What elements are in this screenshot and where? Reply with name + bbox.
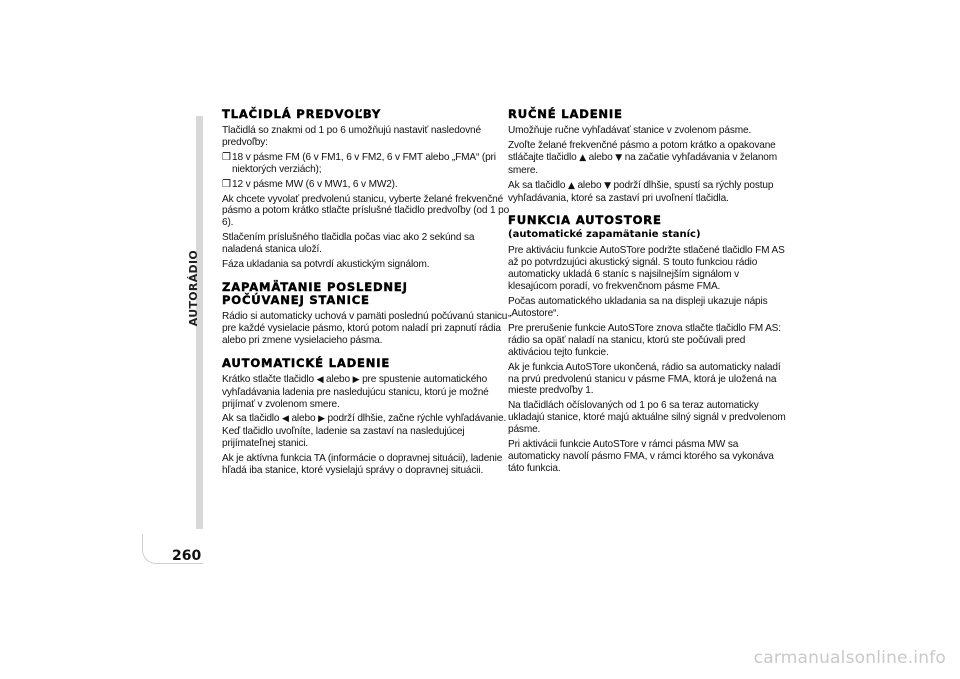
paragraph: Na tlačidlách očíslovaných od 1 po 6 sa teraz automaticky ukladajú stanice, ktoré majú aktuálne silný signál v predvolenom pásme.	[508, 400, 786, 436]
paragraph: Tlačidlá so znakmi od 1 po 6 umožňujú nastaviť nasledovné predvoľby:	[222, 125, 481, 148]
triangle-up-icon: ▲	[579, 152, 586, 163]
paragraph	[508, 180, 790, 205]
checkbox-bullet-icon: ❒	[222, 178, 231, 190]
paragraph: Pre prerušenie funkcie AutoSTore znova stlačte tlačidlo FM AS: rádio sa opäť naladí na stanicu, ktorú ste počúvali pred aktiváciou tejto funkcie.	[508, 322, 781, 358]
list-item	[222, 152, 512, 176]
paragraph: Fáza ukladania sa potvrdí akustickým signálom.	[222, 259, 430, 271]
triangle-down-icon: ▼	[615, 152, 623, 163]
paragraph: Pri aktivácii funkcie AutoSTore v rámci pásma MW sa automaticky navolí pásmo FMA, v rámci ktorého sa vykonáva táto funkcia.	[508, 439, 774, 474]
text-run: pre spustenie automatického vyhľadávania ladenia pre nasledujúcu stanicu, ktorú je možné prijímať v zvolenom smere.	[222, 373, 489, 410]
paragraph: Počas automatického ukladania sa na displeji ukazuje nápis „Autostore“.	[508, 296, 768, 319]
paragraph: Ak je funkcia AutoSTore ukončená, rádio sa automaticky naladí na prvú predvolenú stanicu v pásme FMA, ktorá je uložená na mieste predvoľby 1.	[508, 361, 781, 397]
heading-line: POČÚVANEJ STANICE	[222, 292, 370, 307]
paragraph: Ak je aktívna funkcia TA (informácie o dopravnej situácii), ladenie hľadá iba stanice, ktoré vysielajú správy o dopravnej situácii.	[222, 453, 503, 477]
page-number: 260	[172, 548, 202, 564]
right-column	[508, 108, 790, 478]
paragraph: Pre aktiváciu funkcie AutoSTore podržte stlačené tlačidlo FM AS až po potvrdzujúci akustický signál. S touto funkciou rádio automaticky ukladá 6 staníc s najsilnejším signálom v klesajúcom poradí, vo frekvenčnom pásme FMA.	[508, 245, 785, 293]
text-run: alebo	[577, 179, 602, 191]
paragraph	[222, 413, 512, 450]
paragraph: Ak chcete vyvolať predvolenú stanicu, vyberte želané frekvenčné pásmo a potom krátko stlačte príslušné tlačidlo predvoľby (od 1 po 6).	[222, 193, 510, 229]
watermark-text: carmanualsonline.info	[753, 648, 946, 668]
paragraph: Rádio si automaticky uchová v pamäti poslednú počúvanú stanicu pre každé vysielacie pásmo, ktorú potom naladí pri zapnutí rádia alebo pri zmene vysielacieho pásma.	[222, 310, 508, 346]
text-run: Ak sa tlačidlo	[222, 413, 280, 425]
triangle-up-icon: ▲	[568, 180, 575, 191]
text-run: Krátko stlačte tlačidlo	[222, 373, 314, 385]
left-column	[222, 108, 512, 480]
paragraph	[508, 140, 790, 177]
paragraph	[222, 374, 512, 411]
triangle-left-icon: ◀	[316, 374, 324, 385]
list-item-text: 12 v pásme MW (6 v MW1, 6 v MW2).	[232, 178, 398, 190]
heading-auto-tuning: AUTOMATICKÉ LADENIE	[222, 355, 391, 370]
heading-manual-tuning: RUČNÉ LADENIE	[508, 107, 623, 121]
triangle-left-icon: ◀	[282, 414, 289, 425]
triangle-right-icon: ▶	[318, 414, 325, 425]
text-run: alebo	[291, 413, 316, 425]
heading-last-station	[222, 281, 512, 307]
section-side-label: AUTORÁDIO	[187, 250, 200, 327]
text-run: Zvoľte želané frekvenčné pásmo a potom krátko a opakovane stláčajte tlačidlo	[508, 139, 776, 163]
text-run: na začatie vyhľadávania v želanom smere.	[508, 151, 777, 176]
heading-line: ZAPAMÄTANIE POSLEDNEJ	[222, 279, 408, 294]
heading-autostore: FUNKCIA AUTOSTORE	[508, 213, 662, 228]
text-run: alebo	[588, 151, 613, 163]
heading-preset-buttons: TLAČIDLÁ PREDVOĽBY	[222, 107, 382, 121]
list-item	[222, 179, 512, 191]
triangle-right-icon: ▶	[352, 374, 360, 385]
subheading-autostore: (automatické zapamätanie staníc)	[508, 229, 701, 241]
text-run: podrží dlhšie, začne rýchle vyhľadávanie. Keď tlačidlo uvoľníte, ladenie sa zastaví na nasledujúcej prijímateľnej stanici.	[222, 413, 507, 450]
triangle-down-icon: ▼	[604, 180, 611, 191]
checkbox-bullet-icon: ❒	[222, 151, 231, 163]
paragraph: Stlačením príslušného tlačidla počas viac ako 2 sekúnd sa naladená stanica uloží.	[222, 232, 475, 256]
text-run: podrží dlhšie, spustí sa rýchly postup vyhľadávania, ktoré sa zastaví pri uvoľnení tlačidla.	[508, 179, 774, 204]
text-run: alebo	[326, 373, 350, 385]
list-item-text: 18 v pásme FM (6 v FM1, 6 v FM2, 6 v FMT alebo „FMA“ (pri niektorých verziách);	[232, 151, 496, 175]
paragraph: Umožňuje ručne vyhľadávať stanice v zvolenom pásme.	[508, 125, 752, 136]
text-run: Ak sa tlačidlo	[508, 179, 566, 191]
